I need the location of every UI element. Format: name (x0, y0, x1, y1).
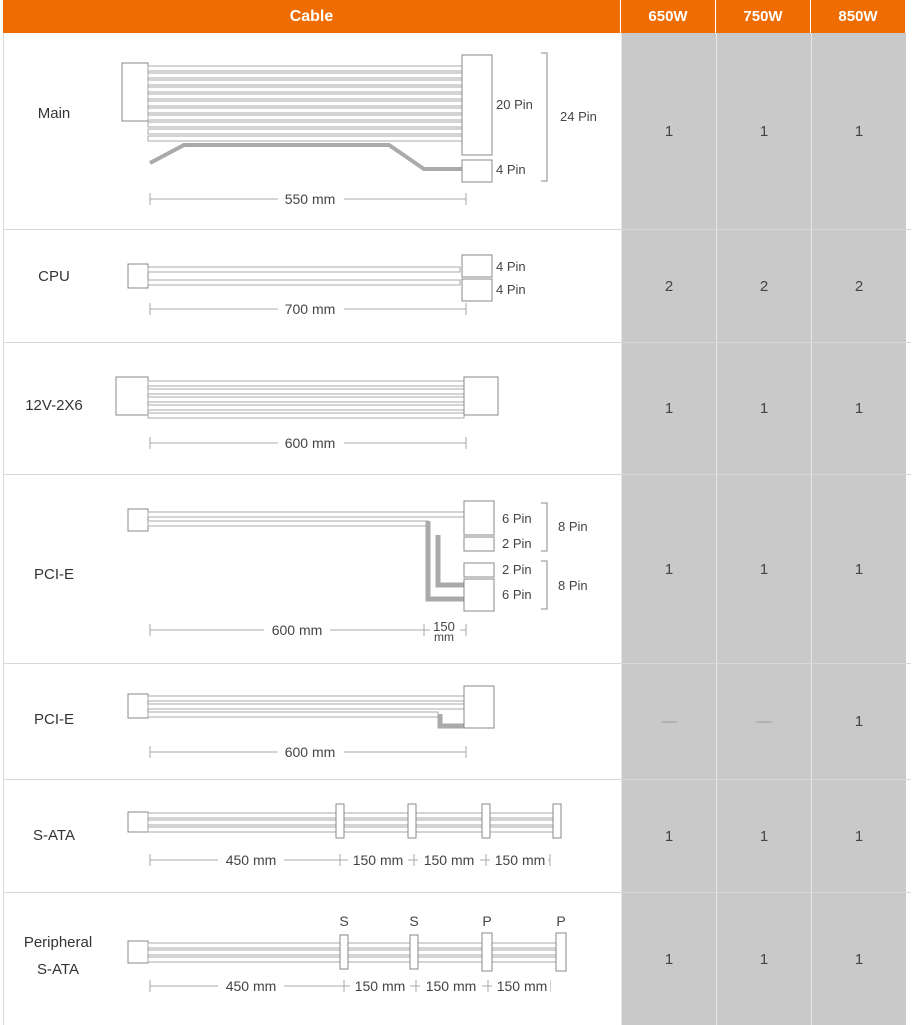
pin-label: 24 Pin (560, 109, 597, 124)
value-650w: 1 (621, 33, 716, 229)
pin-label: 2 Pin (502, 536, 532, 551)
value-650w: 1 (621, 475, 716, 663)
cpu-cable-drawing (4, 230, 621, 342)
value-750w: 2 (716, 230, 811, 342)
row-label: PCI-E (33, 711, 74, 728)
segment-label: 150 mm (494, 852, 546, 868)
value-750w: 1 (716, 893, 811, 1025)
table-header (3, 0, 911, 33)
table-row (3, 475, 911, 664)
pcie-single-cable-drawing (4, 664, 621, 779)
pin-label: 20 Pin (496, 97, 533, 112)
value-850w: 2 (811, 230, 906, 342)
header-750w: 750W (715, 0, 810, 33)
header-850w: 850W (810, 0, 905, 33)
row-label: S-ATA (33, 827, 75, 844)
pin-label: 4 Pin (496, 162, 526, 177)
cable-cell (3, 893, 621, 1025)
value-750w: 1 (716, 33, 811, 229)
12v-2x6-cable-drawing (4, 343, 621, 474)
value-750w: — (716, 664, 811, 779)
pin-label: 6 Pin (502, 511, 532, 526)
pin-label: 8 Pin (558, 578, 588, 593)
table-row (3, 33, 911, 230)
sata-cable-drawing (4, 780, 621, 892)
table-row (3, 343, 911, 475)
cable-cell (3, 343, 621, 474)
length-label: 600 mm (284, 435, 336, 451)
cable-cell (3, 230, 621, 342)
value-850w: 1 (811, 893, 906, 1025)
cable-cell (3, 664, 621, 779)
table-row (3, 893, 911, 1025)
table-row (3, 230, 911, 343)
segment-label: 150 mm (496, 978, 548, 994)
segment-label: 150 mm (423, 852, 475, 868)
ext-length-label: 150 (433, 619, 455, 634)
pin-label: 8 Pin (558, 519, 588, 534)
cable-table (3, 0, 911, 1025)
pcie-dual-cable-drawing (4, 475, 621, 663)
connector-label: S (339, 913, 349, 929)
table-row (3, 664, 911, 780)
row-label: CPU (38, 268, 70, 285)
connector-label: P (482, 913, 492, 929)
cable-cell (3, 780, 621, 892)
row-label: Main (37, 105, 71, 122)
peripheral-sata-cable-drawing (4, 893, 621, 1025)
table-row (3, 780, 911, 893)
value-650w: 1 (621, 343, 716, 474)
segment-label: 150 mm (354, 978, 406, 994)
value-650w: 1 (621, 893, 716, 1025)
row-label: PCI-E (33, 566, 74, 583)
length-label: 450 mm (225, 978, 277, 994)
value-850w: 1 (811, 780, 906, 892)
length-label: 700 mm (284, 301, 336, 317)
header-650w: 650W (620, 0, 715, 33)
length-label: 600 mm (271, 622, 323, 638)
value-750w: 1 (716, 780, 811, 892)
row-label-line1: Peripheral (23, 934, 93, 951)
segment-label: 150 mm (352, 852, 404, 868)
pin-label: 4 Pin (496, 282, 526, 297)
length-label: 450 mm (225, 852, 277, 868)
header-cable: Cable (3, 0, 620, 33)
pin-label: 2 Pin (502, 562, 532, 577)
value-750w: 1 (716, 343, 811, 474)
value-650w: 1 (621, 780, 716, 892)
connector-label: S (409, 913, 419, 929)
value-650w: — (621, 664, 716, 779)
row-label-line2: S-ATA (37, 961, 79, 978)
ext-unit-label: mm (434, 630, 454, 644)
connector-label: P (556, 913, 566, 929)
main-cable-drawing (4, 33, 621, 229)
cable-cell (3, 475, 621, 663)
segment-label: 150 mm (425, 978, 477, 994)
cable-cell (3, 33, 621, 229)
value-850w: 1 (811, 33, 906, 229)
pin-label: 6 Pin (502, 587, 532, 602)
length-label: 600 mm (284, 744, 336, 760)
value-850w: 1 (811, 343, 906, 474)
row-label: 12V-2X6 (25, 397, 83, 414)
value-850w: 1 (811, 475, 906, 663)
value-750w: 1 (716, 475, 811, 663)
pin-label: 4 Pin (496, 259, 526, 274)
value-850w: 1 (811, 664, 906, 779)
length-label: 550 mm (284, 191, 336, 207)
value-650w: 2 (621, 230, 716, 342)
